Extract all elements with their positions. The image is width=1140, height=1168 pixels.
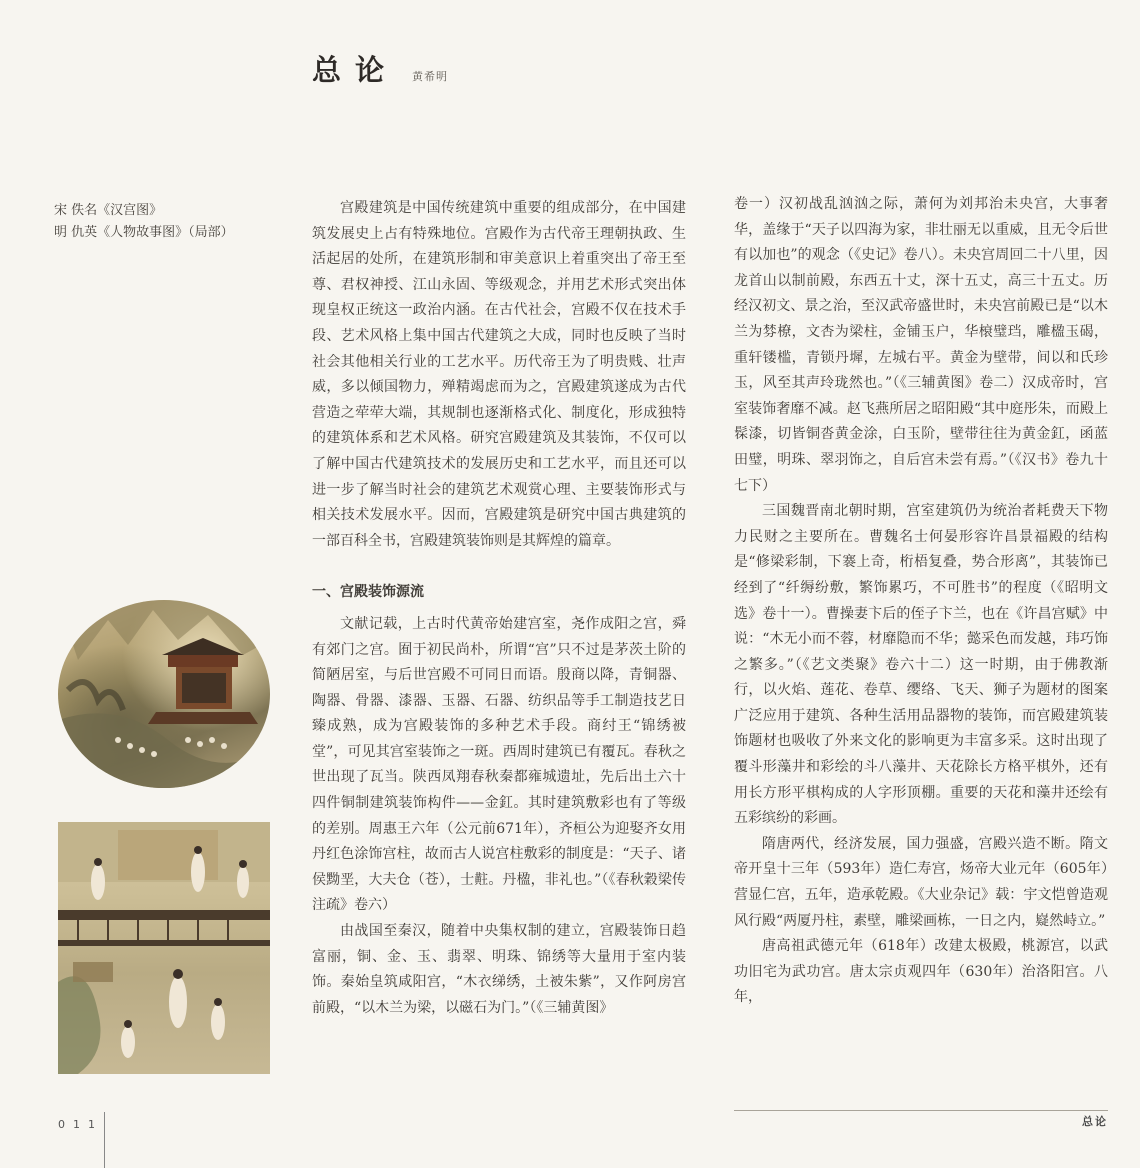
body-paragraph: 文献记载，上古时代黄帝始建宫室，尧作成阳之宫，舜有郊门之宫。囿于初民尚朴，所谓“宫”只不过是茅茨土阶的简陋居室，与后世宫殿不可同日而语。殷商以降，青铜器、陶器、骨器、漆器、玉器、石器、纺织品等手工制造技艺日臻成熟，成为宫殿装饰的多种艺术手段。商纣王“锦绣被堂”，可见其宫室装饰之一斑。西周时建筑已有覆瓦。春秋之世出现了瓦当。陕西凤翔春秋秦都雍城遗址，先后出土六十四件铜制建筑装饰构件——金釭。其时建筑敷彩也有了等级的差别。周惠王六年（公元前671年），齐桓公为迎娶齐女用丹红色涂饰宫柱，故而古人说宫柱敷彩的制度是：“天子、诸侯黝垩，大夫仓（苍），士黈。丹楹，非礼也。”（《春秋穀梁传注疏》卷六）: [312, 615, 686, 914]
running-head: 总论: [1082, 1115, 1108, 1128]
painting-han-palace-image: [58, 600, 270, 788]
body-paragraph: 三国魏晋南北朝时期，宫室建筑仍为统治者耗费天下物力民财之主要所在。曹魏名士何晏形容许昌景福殿的结构是“修梁彩制，下褰上奇，桁梧复叠，势合形离”，其装饰已经到了“纤缛纷敷，繁饰累巧，不可胜书”的程度（《昭明文选》卷十一）。曹操妻卞后的侄子卞兰，也在《许昌宫赋》中说：“木无小而不蓉，材靡隐而不华；懿采色而发越，玮巧饰之繁多。”（《艺文类聚》卷六十二）这一时期，由于佛教渐行，以火焰、莲花、卷草、缨络、飞天、狮子为题材的图案广泛应用于建筑、各种生活用品器物的装饰，而宫殿建筑装饰题材也吸收了外来文化的影响更为丰富多采。这时出现了覆斗形藻井和彩绘的斗八藻井、天花除长方格平棋外，还有用长方形平棋构成的人字形顶棚。重要的天花和藻井还绘有五彩缤纷的彩画。: [734, 503, 1108, 827]
text-column-left: [312, 196, 686, 1021]
page-number-divider: [104, 1112, 105, 1168]
painting-figures-illustration: [58, 822, 270, 1074]
caption-2: 明 仇英《人物故事图》（局部）: [54, 225, 234, 240]
body-paragraph: 唐高祖武德元年（618年）改建太极殿，桃源宫，以武功旧宅为武功宫。唐太宗贞观四年（630年）治洛阳宫。八年，: [734, 938, 1108, 1006]
footer-rule: [734, 1110, 1108, 1111]
page-number: 011: [58, 1118, 103, 1131]
body-paragraph: 隋唐两代，经济发展，国力强盛，宫殿兴造不断。隋文帝开皇十三年（593年）造仁寿宫，炀帝大业元年（605年）营显仁宫，五年，造承乾殿。《大业杂记》载：宇文恺曾造观风行殿“两厦丹柱，素壁，雕梁画栋，一日之内，嶷然峙立。”: [734, 835, 1108, 929]
intro-paragraph: 宫殿建筑是中国传统建筑中重要的组成部分，在中国建筑发展史上占有特殊地位。宫殿作为古代帝王理朝执政、生活起居的处所，在建筑形制和审美意识上着重突出了帝王至尊、君权神授、江山永固、等级观念，并用艺术形式突出体现皇权正统这一政治内涵。在古代社会，宫殿不仅在技术手段、艺术风格上集中国古代建筑之大成，同时也反映了当时社会其他相关行业的工艺水平。历代帝王为了明贵贱、壮声威，多以倾国物力，殚精竭虑而为之，宫殿建筑遂成为古代营造之荦荦大端，其规制也逐渐格式化、制度化，形成独特的建筑体系和艺术风格。研究宫殿建筑及其装饰，不仅可以了解中国古代建筑技术的发展历史和工艺水平，而且还可以进一步了解当时社会的建筑艺术观赏心理、主要装饰形式与相关技术发展水平。因而，宫殿建筑是研究中国古典建筑的一部百科全书，宫殿建筑装饰则是其辉煌的篇章。: [312, 200, 686, 549]
caption-1: 宋 佚名《汉宫图》: [54, 203, 163, 218]
section-heading: 一、宫殿装饰源流: [312, 584, 424, 601]
page-title: 总论: [312, 53, 399, 87]
author-name: 黄希明: [412, 70, 449, 83]
continued-paragraph: 卷一）汉初战乱汹汹之际，萧何为刘邦治未央宫，大事奢华，盖缘于“天子以四海为家，非壮丽无以重威，且无令后世有以加也”的观念（《史记》卷八）。未央宫周回二十八里，因龙首山以制前殿，东西五十丈，深十五丈，高三十五丈。历经汉初文、景之治，至汉武帝盛世时，未央宫前殿已是“以木兰为棼橑，文杏为梁柱，金铺玉户，华榱璧珰，雕楹玉碣，重轩镂槛，青锁丹墀，左城右平。黄金为壁带，间以和氏珍玉，风至其声玲珑然也。”（《三辅黄图》卷二）汉成帝时，宫室装饰奢靡不减。赵飞燕所居之昭阳殿“其中庭彤朱，而殿上髹漆，切皆铜沓黄金涂，白玉阶，壁带往往为黄金釭，函蓝田璧，明珠、翠羽饰之，自后宫未尝有焉。”（《汉书》卷九十七下）: [734, 196, 1108, 494]
painting-han-palace-illustration: [58, 600, 270, 788]
painting-figures-image: [58, 822, 270, 1074]
image-captions: [54, 200, 294, 244]
page-header: [312, 48, 448, 89]
text-column-right: [734, 192, 1108, 1011]
body-paragraph: 由战国至秦汉，随着中央集权制的建立，宫殿装饰日趋富丽，铜、金、玉、翡翠、明珠、锦绣等大量用于室内装饰。秦始皇筑咸阳宫，“木衣绨绣，土被朱紫”，又作阿房宫前殿，“以木兰为梁，以磁石为门。”（《三辅黄图》: [312, 923, 686, 1016]
